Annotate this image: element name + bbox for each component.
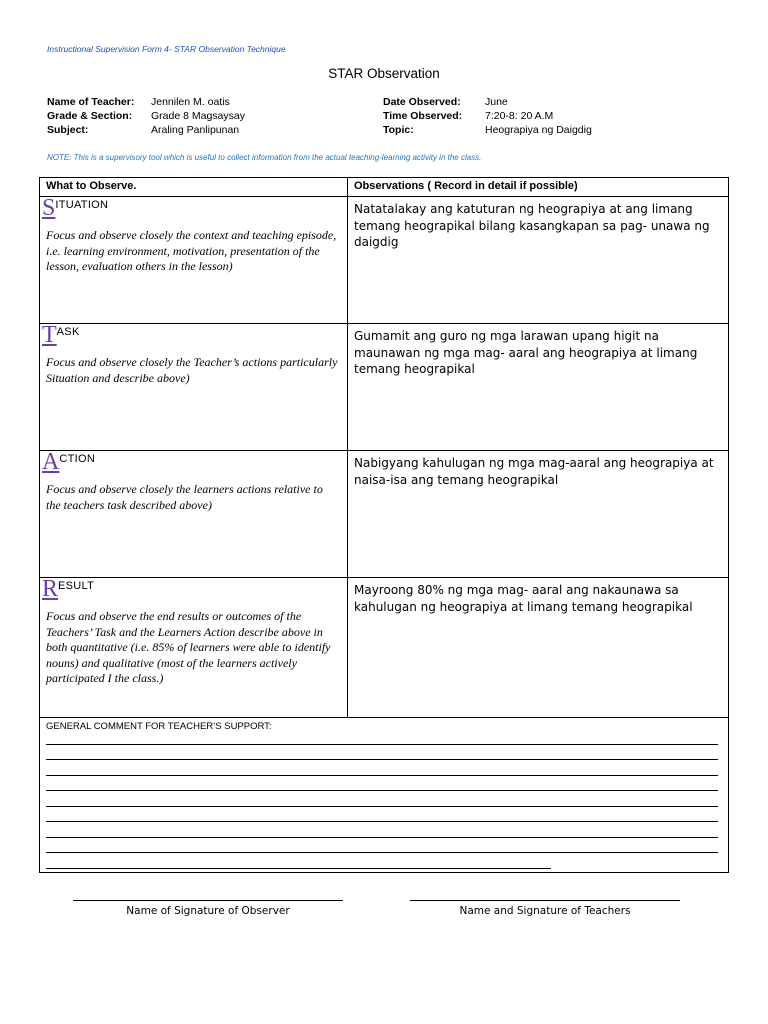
star-word: ESULT [58,580,95,592]
info-label: Time Observed: [383,110,463,122]
info-value: 7:20-8: 20 A.M [485,110,554,122]
comment-line [46,841,728,857]
teacher-signature-block [410,900,680,917]
info-value: June [485,96,508,108]
observation-info-block [383,95,683,139]
criteria-description: Focus and observe closely the learners actions relative to the teachers task described above) [46,482,323,512]
teacher-signature-label: Name and Signature of Teachers [459,905,631,917]
comment-line [46,779,728,795]
comment-line [46,825,728,841]
info-label: Topic: [383,124,414,136]
signature-line [73,900,343,901]
header-what-to-observe: What to Observe. [40,178,348,197]
observation-cell-situation[interactable] [348,197,729,324]
info-row-grade [47,109,347,123]
info-row-subject [47,123,347,137]
observation-cell-action[interactable] [348,451,729,578]
info-row-teacher [47,95,347,109]
table-row [40,324,729,451]
star-observation-table [39,177,729,873]
info-value: Heograpiya ng Daigdig [485,124,592,136]
info-label: Name of Teacher: [47,96,135,108]
comment-row [40,718,729,873]
observation-text: Gumamit ang guro ng mga larawan upang higit na maunawan ng mga mag- aaral ang heograpiya at limang temang heograpikal [354,329,698,376]
table-header-row [40,178,729,197]
info-value: Jennilen M. oatis [151,96,230,108]
criteria-description: Focus and observe the end results or outcomes of the Teachers’ Task and the Learners Action describe above in both quantitative (i.e. 85% of learners were able to identify nouns) and qualitative (most of the learners actively participated I the class.) [46,609,331,685]
general-comment-cell[interactable] [40,718,729,873]
table-row [40,197,729,324]
criteria-description: Focus and observe closely the context and teaching episode, i.e. learning environment, motivation, presentation of the lesson, evaluation others in the lesson) [46,228,337,273]
criteria-cell-action [40,451,348,578]
supervisory-note: NOTE: This is a supervisory tool which is useful to collect information from the actual teaching-learning activity in the class. [47,153,482,162]
criteria-cell-result [40,578,348,718]
header-observations: Observations ( Record in detail if possible) [348,178,729,197]
observer-signature-block [73,900,343,917]
comment-line [46,856,728,872]
info-row-topic [383,123,683,137]
info-label: Subject: [47,124,89,136]
observation-cell-task[interactable] [348,324,729,451]
observation-text: Nabigyang kahulugan ng mga mag-aaral ang heograpiya at naisa-isa ang temang heograpikal [354,456,714,487]
info-value: Grade 8 Magsaysay [151,110,245,122]
comment-line [46,732,728,748]
star-letter: R [42,576,59,602]
info-row-date [383,95,683,109]
info-label: Grade & Section: [47,110,133,122]
criteria-cell-task [40,324,348,451]
observation-text: Natatalakay ang katuturan ng heograpiya at ang limang temang heograpikal bilang kasangkapan sa pag- unawa ng daigdig [354,202,710,249]
star-letter: S [42,195,56,221]
info-label: Date Observed: [383,96,461,108]
info-row-time [383,109,683,123]
star-word: ASK [56,326,80,338]
observation-text: Mayroong 80% ng mga mag- aaral ang nakaunawa sa kahulugan ng heograpiya at limang temang heograpikal [354,583,693,614]
general-comment-label: GENERAL COMMENT FOR TEACHER’S SUPPORT: [46,721,272,732]
star-letter: A [42,449,60,475]
comment-line [46,810,728,826]
observation-cell-result[interactable] [348,578,729,718]
page-title: STAR Observation [328,66,440,81]
criteria-description: Focus and observe closely the Teacher’s actions particularly Situation and describe above) [46,355,338,385]
criteria-cell-situation [40,197,348,324]
observer-signature-label: Name of Signature of Observer [126,905,290,917]
comment-line [46,763,728,779]
teacher-info-block [47,95,347,139]
comment-line [46,748,728,764]
signature-line [410,900,680,901]
star-word: ITUATION [55,199,109,211]
star-letter: T [42,322,57,348]
table-row [40,578,729,718]
comment-line [46,794,728,810]
form-header: Instructional Supervision Form 4- STAR Observation Technique [47,44,286,54]
table-row [40,451,729,578]
info-value: Araling Panlipunan [151,124,240,136]
star-word: CTION [59,453,96,465]
